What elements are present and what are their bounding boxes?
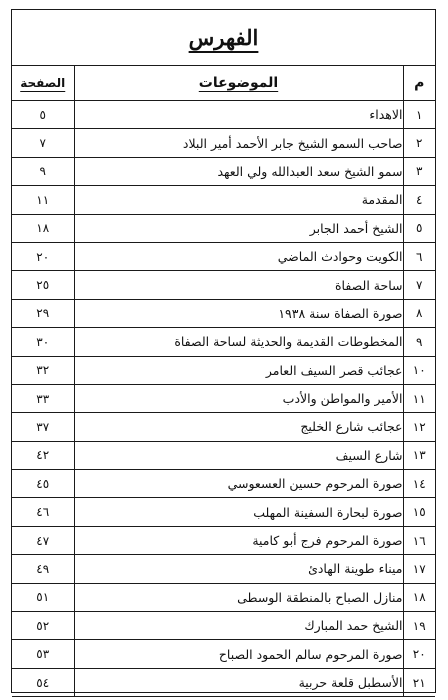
row-page-number: ٢٥	[12, 271, 74, 299]
table-row	[12, 214, 435, 242]
row-page-number: ٥	[12, 101, 74, 129]
row-topic: الشيخ أحمد الجابر	[74, 214, 403, 242]
column-header-number: م	[403, 66, 435, 101]
row-topic: صورة المرحوم حسين العسعوسي	[74, 470, 403, 498]
row-page-number: ٤٢	[12, 441, 74, 469]
row-page-number: ٥٢	[12, 612, 74, 640]
table-row	[12, 583, 435, 611]
row-topic: الأمير والمواطن والأدب	[74, 384, 403, 412]
row-topic: صورة المرحوم فرج أبو كامية	[74, 526, 403, 554]
row-page-number: ٣٣	[12, 384, 74, 412]
toc-page	[11, 9, 436, 693]
row-number: ٢	[403, 129, 435, 157]
table-row	[12, 612, 435, 640]
row-page-number: ٣٧	[12, 413, 74, 441]
table-row	[12, 498, 435, 526]
row-topic: عجائب شارع الخليج	[74, 413, 403, 441]
row-number: ٧	[403, 271, 435, 299]
table-row	[12, 668, 435, 696]
row-page-number: ١٨	[12, 214, 74, 242]
table-row	[12, 640, 435, 668]
table-row	[12, 186, 435, 214]
row-page-number: ٣٠	[12, 328, 74, 356]
row-number: ٥	[403, 214, 435, 242]
table-row	[12, 555, 435, 583]
row-number: ٣	[403, 157, 435, 185]
toc-body	[12, 101, 435, 697]
table-row	[12, 470, 435, 498]
row-page-number: ٩	[12, 157, 74, 185]
table-row	[12, 129, 435, 157]
row-page-number: ٥١	[12, 583, 74, 611]
toc-header-row	[12, 66, 435, 101]
row-page-number: ٤٩	[12, 555, 74, 583]
row-number: ١٨	[403, 583, 435, 611]
row-page-number: ٢٩	[12, 299, 74, 327]
row-number: ١٠	[403, 356, 435, 384]
row-number: ٦	[403, 242, 435, 270]
row-number: ١٣	[403, 441, 435, 469]
table-row	[12, 328, 435, 356]
row-topic: الأسطبل قلعة حربية	[74, 668, 403, 696]
row-page-number: ٤٧	[12, 526, 74, 554]
row-topic: الشيخ حمد المبارك	[74, 612, 403, 640]
row-number: ١٤	[403, 470, 435, 498]
row-topic: سمو الشيخ سعد العبدالله ولي العهد	[74, 157, 403, 185]
row-topic: منازل الصباح بالمنطقة الوسطى	[74, 583, 403, 611]
row-page-number: ٢٠	[12, 242, 74, 270]
table-row	[12, 242, 435, 270]
row-number: ١٧	[403, 555, 435, 583]
row-topic: ميناء طوينة الهادئ	[74, 555, 403, 583]
row-number: ١٢	[403, 413, 435, 441]
row-number: ٩	[403, 328, 435, 356]
row-number: ١٩	[403, 612, 435, 640]
table-row	[12, 356, 435, 384]
row-page-number: ١١	[12, 186, 74, 214]
column-header-page: الصفحة	[12, 66, 74, 101]
toc-title-row	[12, 10, 435, 65]
row-topic: صورة لبحارة السفينة المهلب	[74, 498, 403, 526]
page-title: الفهرس	[188, 25, 259, 50]
row-number: ٨	[403, 299, 435, 327]
table-row	[12, 384, 435, 412]
row-number: ٤	[403, 186, 435, 214]
row-page-number: ٣٢	[12, 356, 74, 384]
row-number: ١٦	[403, 526, 435, 554]
row-topic: صورة المرحوم سالم الحمود الصباح	[74, 640, 403, 668]
row-page-number: ٥٣	[12, 640, 74, 668]
row-number: ٢٠	[403, 640, 435, 668]
row-number: ١	[403, 101, 435, 129]
row-number: ١١	[403, 384, 435, 412]
row-number: ١٥	[403, 498, 435, 526]
row-topic: ساحة الصفاة	[74, 271, 403, 299]
row-page-number: ٤٥	[12, 470, 74, 498]
row-topic: المخطوطات القديمة والحديثة لساحة الصفاة	[74, 328, 403, 356]
row-topic: الاهداء	[74, 101, 403, 129]
toc-table	[12, 65, 435, 697]
table-row	[12, 299, 435, 327]
row-topic: عجائب قصر السيف العامر	[74, 356, 403, 384]
table-row	[12, 413, 435, 441]
row-number: ٢١	[403, 668, 435, 696]
table-row	[12, 526, 435, 554]
table-row	[12, 157, 435, 185]
row-page-number: ٤٦	[12, 498, 74, 526]
column-header-topic: الموضوعات	[74, 66, 403, 101]
row-topic: صاحب السمو الشيخ جابر الأحمد أمير البلاد	[74, 129, 403, 157]
table-row	[12, 101, 435, 129]
row-topic: المقدمة	[74, 186, 403, 214]
table-row	[12, 441, 435, 469]
row-topic: الكويت وحوادث الماضي	[74, 242, 403, 270]
table-row	[12, 271, 435, 299]
row-topic: صورة الصفاة سنة ١٩٣٨	[74, 299, 403, 327]
row-page-number: ٥٤	[12, 668, 74, 696]
row-topic: شارع السيف	[74, 441, 403, 469]
row-page-number: ٧	[12, 129, 74, 157]
